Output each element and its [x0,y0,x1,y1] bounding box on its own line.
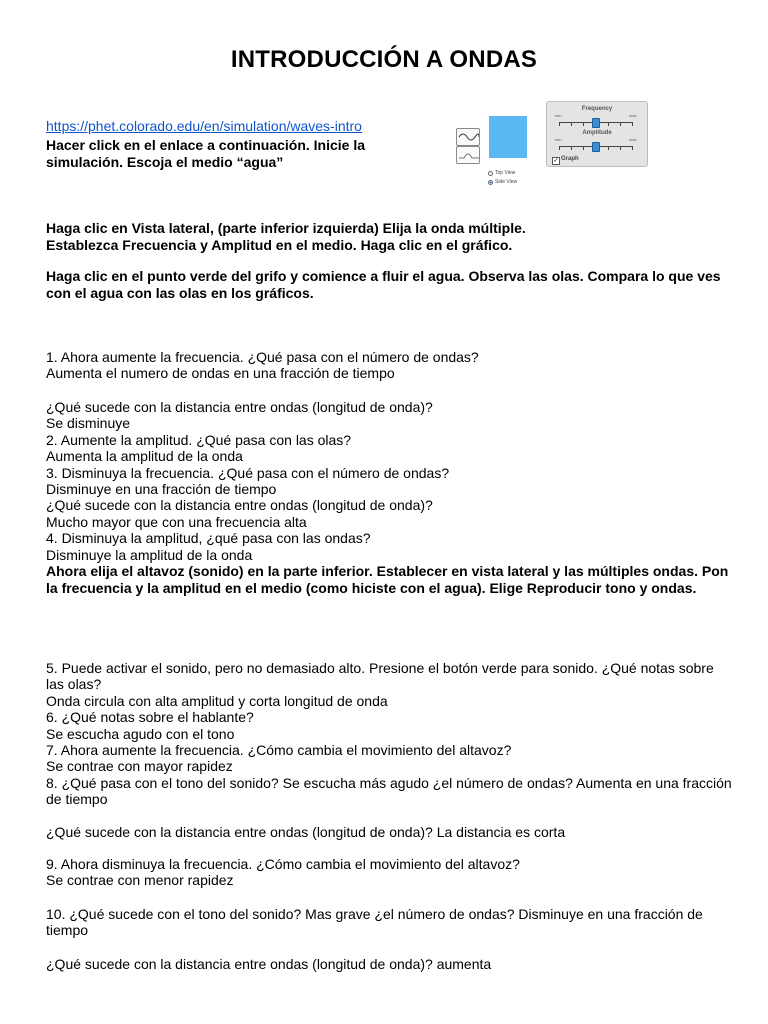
simulation-thumbnail [452,98,652,193]
text-line: 9. Ahora disminuya la frecuencia. ¿Cómo cambia el movimiento del altavoz? [46,856,520,872]
radio-icon [488,171,493,176]
text-line: 6. ¿Qué notas sobre el hablante? [46,709,254,726]
amplitude-slider [559,146,633,147]
instructions-1 [46,220,526,254]
sound-instructions [46,563,728,597]
side-view-option [488,179,517,185]
text-line: la frecuencia y la amplitud en el medio (como hiciste con el agua). Elige Reproducir tono y ondas. [46,580,697,596]
simulation-link[interactable]: https://phet.colorado.edu/en/simulation/waves-intro [46,118,362,134]
graph-label: Graph [561,156,579,162]
question-block-4 [46,824,565,840]
radio-selected-icon [488,180,493,185]
text-line: Disminuye la amplitud de la onda [46,546,253,563]
text-line: ¿Qué sucede con la distancia entre ondas (longitud de onda)? La distancia es corta [46,824,566,840]
frequency-label: Frequency [581,106,613,112]
text-line: 2. Aumente la amplitud. ¿Qué pasa con las olas? [46,431,352,448]
single-wave-icon [456,128,480,146]
intro-line: simulación. Escoja el medio “agua” [46,154,284,170]
text-line: Se contrae con mayor rapidez [46,758,233,775]
text-line: 1. Ahora aumente la frecuencia. ¿Qué pasa con el número de ondas? [46,349,479,365]
graph-checkbox-icon: ✓ [553,158,559,164]
instructions-2 [46,268,721,302]
text-line: 5. Puede activar el sonido, pero no demasiado alto. Presione el botón verde para sonido. ¿Qué notas sobre [46,660,714,676]
controls-panel [546,101,648,167]
amplitude-slider-thumb [592,142,600,152]
text-line: ¿Qué sucede con la distancia entre ondas (longitud de onda)? [46,399,433,415]
question-block-6 [46,906,703,939]
text-line: Disminuye en una fracción de tiempo [46,481,277,498]
text-line: Se contrae con menor rapidez [46,872,234,889]
text-line: Haga clic en Vista lateral, (parte inferior izquierda) Elija la onda múltiple. [46,220,526,236]
text-line: de tiempo [46,791,108,808]
frequency-slider-thumb [592,118,600,128]
text-line: las olas? [46,676,102,693]
intro-text [46,137,365,171]
text-line: con el agua con las olas en los gráficos. [46,285,314,301]
text-line: ¿Qué sucede con la distancia entre ondas (longitud de onda)? aumenta [46,956,492,972]
multiple-wave-icon [456,146,480,164]
text-line: Ahora elija el altavoz (sonido) en la parte inferior. Establecer en vista lateral y las múltiples ondas. Pon [46,563,729,579]
frequency-max-label: max [629,113,637,118]
text-line: Se disminuye [46,415,131,432]
text-line: 10. ¿Qué sucede con el tono del sonido? Mas grave ¿el número de ondas? Disminuye en una fracción de [46,906,703,922]
side-view-label: Side View [495,179,518,185]
page-title: INTRODUCCIÓN A ONDAS [230,46,538,73]
text-line: Aumenta el numero de ondas en una fracción de tiempo [46,365,395,382]
text-line: ¿Qué sucede con la distancia entre ondas (longitud de onda)? [46,497,433,514]
text-line: Onda circula con alta amplitud y corta longitud de onda [46,692,388,709]
text-line: 3. Disminuya la frecuencia. ¿Qué pasa con el número de ondas? [46,464,450,481]
top-view-label: Top View [495,170,516,176]
text-line: Haga clic en el punto verde del grifo y comience a fluir el agua. Observa las olas. Compara lo que ves [46,268,721,284]
question-block-1 [46,349,479,382]
text-line: Mucho mayor que con una frecuencia alta [46,513,307,530]
frequency-min-label: min [555,113,562,118]
top-view-option [488,170,515,176]
question-block-3 [46,660,732,808]
text-line: Aumenta la amplitud de la onda [46,448,243,465]
amplitude-label: Amplitude [582,130,612,136]
text-line: 8. ¿Qué pasa con el tono del sonido? Se escucha más agudo ¿el número de ondas? Aumenta en una fracción [46,774,732,791]
text-line: Se escucha agudo con el tono [46,725,235,742]
question-block-7 [46,956,491,972]
frequency-slider [559,122,633,123]
water-medium-swatch [489,116,527,158]
text-line: 7. Ahora aumente la frecuencia. ¿Cómo cambia el movimiento del altavoz? [46,742,512,759]
amplitude-min-label: min [555,137,562,142]
text-line: 4. Disminuya la amplitud, ¿qué pasa con las ondas? [46,530,371,547]
text-line: tiempo [46,922,89,939]
intro-line: Hacer click en el enlace a continuación. Inicie la [46,137,366,153]
question-block-5 [46,856,520,889]
question-block-2 [46,399,449,563]
text-line: Establezca Frecuencia y Amplitud en el medio. Haga clic en el gráfico. [46,237,513,253]
amplitude-max-label: max [629,137,637,142]
